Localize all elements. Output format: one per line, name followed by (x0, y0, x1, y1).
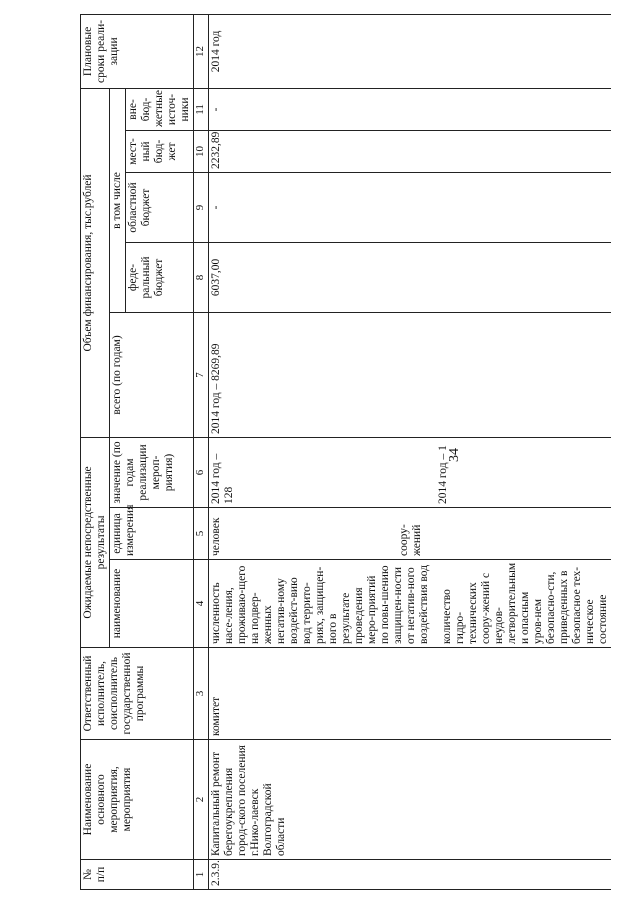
column-number: 3 (194, 648, 209, 740)
column-number: 5 (194, 508, 209, 560)
header-activity-name: Наименование основного мероприятия, мероприятия (81, 740, 194, 860)
result-1-value: 2014 год – 128 (210, 453, 235, 504)
column-number: 4 (194, 560, 209, 648)
row-number: 2.3.9. (209, 860, 612, 890)
header-result-unit: единица измерения (110, 508, 194, 560)
executor: комитет (209, 648, 612, 740)
extrabudgetary: - (209, 88, 612, 130)
result-values (209, 437, 612, 507)
federal-budget: 6037,00 (209, 242, 612, 312)
result-1-name: численность насе-ления, проживаю-щего на подвер-женных негатив-ному воздейст-вию вод террито-риях, защищен-ного в результате проведения меро-приятий по повы-шению защищен-ности от негатив-ного воздействия вод (210, 564, 430, 644)
regional-budget: - (209, 172, 612, 242)
column-number: 9 (194, 172, 209, 242)
local-budget: 2232,89 (209, 130, 612, 172)
header-num: № п/п (81, 860, 194, 890)
header-local-budget: мест-ный бюд-жет (126, 130, 194, 172)
column-number: 1 (194, 860, 209, 890)
implementation-terms: 2014 год (209, 14, 612, 88)
header-terms: Плановые сроки реали-зации (81, 14, 194, 88)
column-numbers-row (194, 14, 209, 889)
header-result-value: значение (по годам реализации мероп-риятия) (110, 437, 194, 507)
header-executor: Ответственный исполнитель, соисполнитель государственной программы (81, 648, 194, 740)
column-number: 10 (194, 130, 209, 172)
result-2-unit: соору-жений (398, 524, 423, 556)
result-2-name: количество гидро-технических соору-жений с неудов-летворительным и опасным уров-нем безопасно-сти, приведенных в безопасное тех-ническое состояние (441, 562, 609, 644)
header-financing-total: всего (по годам) (110, 312, 194, 437)
activity-name: Капитальный ремонт берегоукрепления город-ского поселения г.Нико-лаевск Волгоградской области (209, 740, 612, 860)
result-2-value: 2014 год – 1 (437, 445, 449, 504)
header-expected-results: Ожидаемые непосредственные результаты (81, 437, 110, 647)
table-row (209, 14, 612, 889)
header-regional-budget: областной бюджет (126, 172, 194, 242)
column-number: 12 (194, 14, 209, 88)
result-1-unit: человек (210, 517, 222, 556)
header-including: в том числе (110, 88, 126, 312)
result-names (209, 560, 612, 648)
column-number: 6 (194, 437, 209, 507)
header-federal-budget: феде-ральный бюджет (126, 242, 194, 312)
header-row-1 (81, 14, 110, 889)
header-result-name: наименование (110, 560, 194, 648)
page-number: 34 (447, 448, 462, 462)
result-units (209, 508, 612, 560)
column-number: 2 (194, 740, 209, 860)
column-number: 7 (194, 312, 209, 437)
column-number: 8 (194, 242, 209, 312)
header-extrabudgetary: вне-бюд-жетные источ-ники (126, 88, 194, 130)
column-number: 11 (194, 88, 209, 130)
financing-total: 2014 год – 8269,89 (209, 312, 612, 437)
header-financing: Объем финансирования, тыс.рублей (81, 88, 110, 437)
program-activities-table (80, 14, 611, 890)
